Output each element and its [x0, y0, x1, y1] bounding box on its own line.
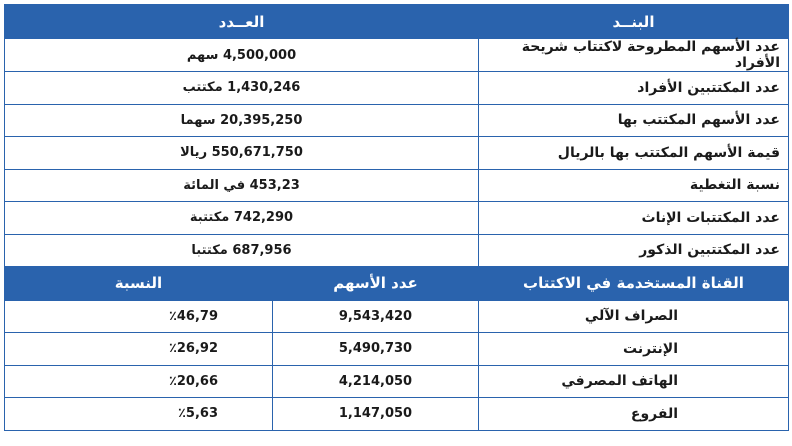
table-row: [5, 39, 789, 72]
row-label: عدد المكتتبات الإناث: [479, 202, 789, 235]
table-row: [5, 169, 789, 202]
header-item: البنــد: [479, 5, 789, 39]
subscription-summary-table: [4, 4, 789, 267]
row-value: 20,395,250 سهما: [5, 104, 479, 137]
channels-table: [4, 266, 789, 431]
table-row: [5, 333, 789, 366]
row-label: عدد المكتتبين الذكور: [479, 234, 789, 267]
table-row: [5, 104, 789, 137]
row-label: قيمة الأسهم المكتتب بها بالريال: [479, 137, 789, 170]
channel-percent: ٪46,79: [5, 300, 273, 333]
row-value: 550,671,750 ريالا: [5, 137, 479, 170]
row-value: 687,956 مكتتبا: [5, 234, 479, 267]
table-row: [5, 300, 789, 333]
header-channel: القناة المستخدمة في الاكتتاب: [479, 266, 789, 300]
channel-name: الإنترنت: [479, 333, 789, 366]
table-row: [5, 365, 789, 398]
channel-name: الفروع: [479, 398, 789, 431]
channel-shares: 9,543,420: [273, 300, 479, 333]
row-value: 453,23 في المائة: [5, 169, 479, 202]
row-value: 1,430,246 مكتتب: [5, 72, 479, 105]
row-value: 4,500,000 سهم: [5, 39, 479, 72]
table-row: [5, 398, 789, 431]
header-count: العــدد: [5, 5, 479, 39]
row-label: عدد الأسهم المطروحة لاكتتاب شريحة الأفراد: [479, 39, 789, 72]
table-row: [5, 234, 789, 267]
header-percent: النسبة: [5, 266, 273, 300]
channel-shares: 1,147,050: [273, 398, 479, 431]
row-label: عدد المكتتبين الأفراد: [479, 72, 789, 105]
table-row: [5, 137, 789, 170]
channel-percent: ٪20,66: [5, 365, 273, 398]
table-row: [5, 72, 789, 105]
channel-name: الهاتف المصرفي: [479, 365, 789, 398]
header-shares: عدد الأسهم: [273, 266, 479, 300]
row-value: 742,290 مكتتبة: [5, 202, 479, 235]
subscription-header-row: [5, 5, 789, 39]
channel-name: الصراف الآلي: [479, 300, 789, 333]
channel-shares: 5,490,730: [273, 333, 479, 366]
channel-percent: ٪5,63: [5, 398, 273, 431]
row-label: نسبة التغطية: [479, 169, 789, 202]
row-label: عدد الأسهم المكتتب بها: [479, 104, 789, 137]
channels-header-row: [5, 266, 789, 300]
channel-percent: ٪26,92: [5, 333, 273, 366]
channel-shares: 4,214,050: [273, 365, 479, 398]
tables-container: [4, 4, 788, 442]
table-row: [5, 202, 789, 235]
